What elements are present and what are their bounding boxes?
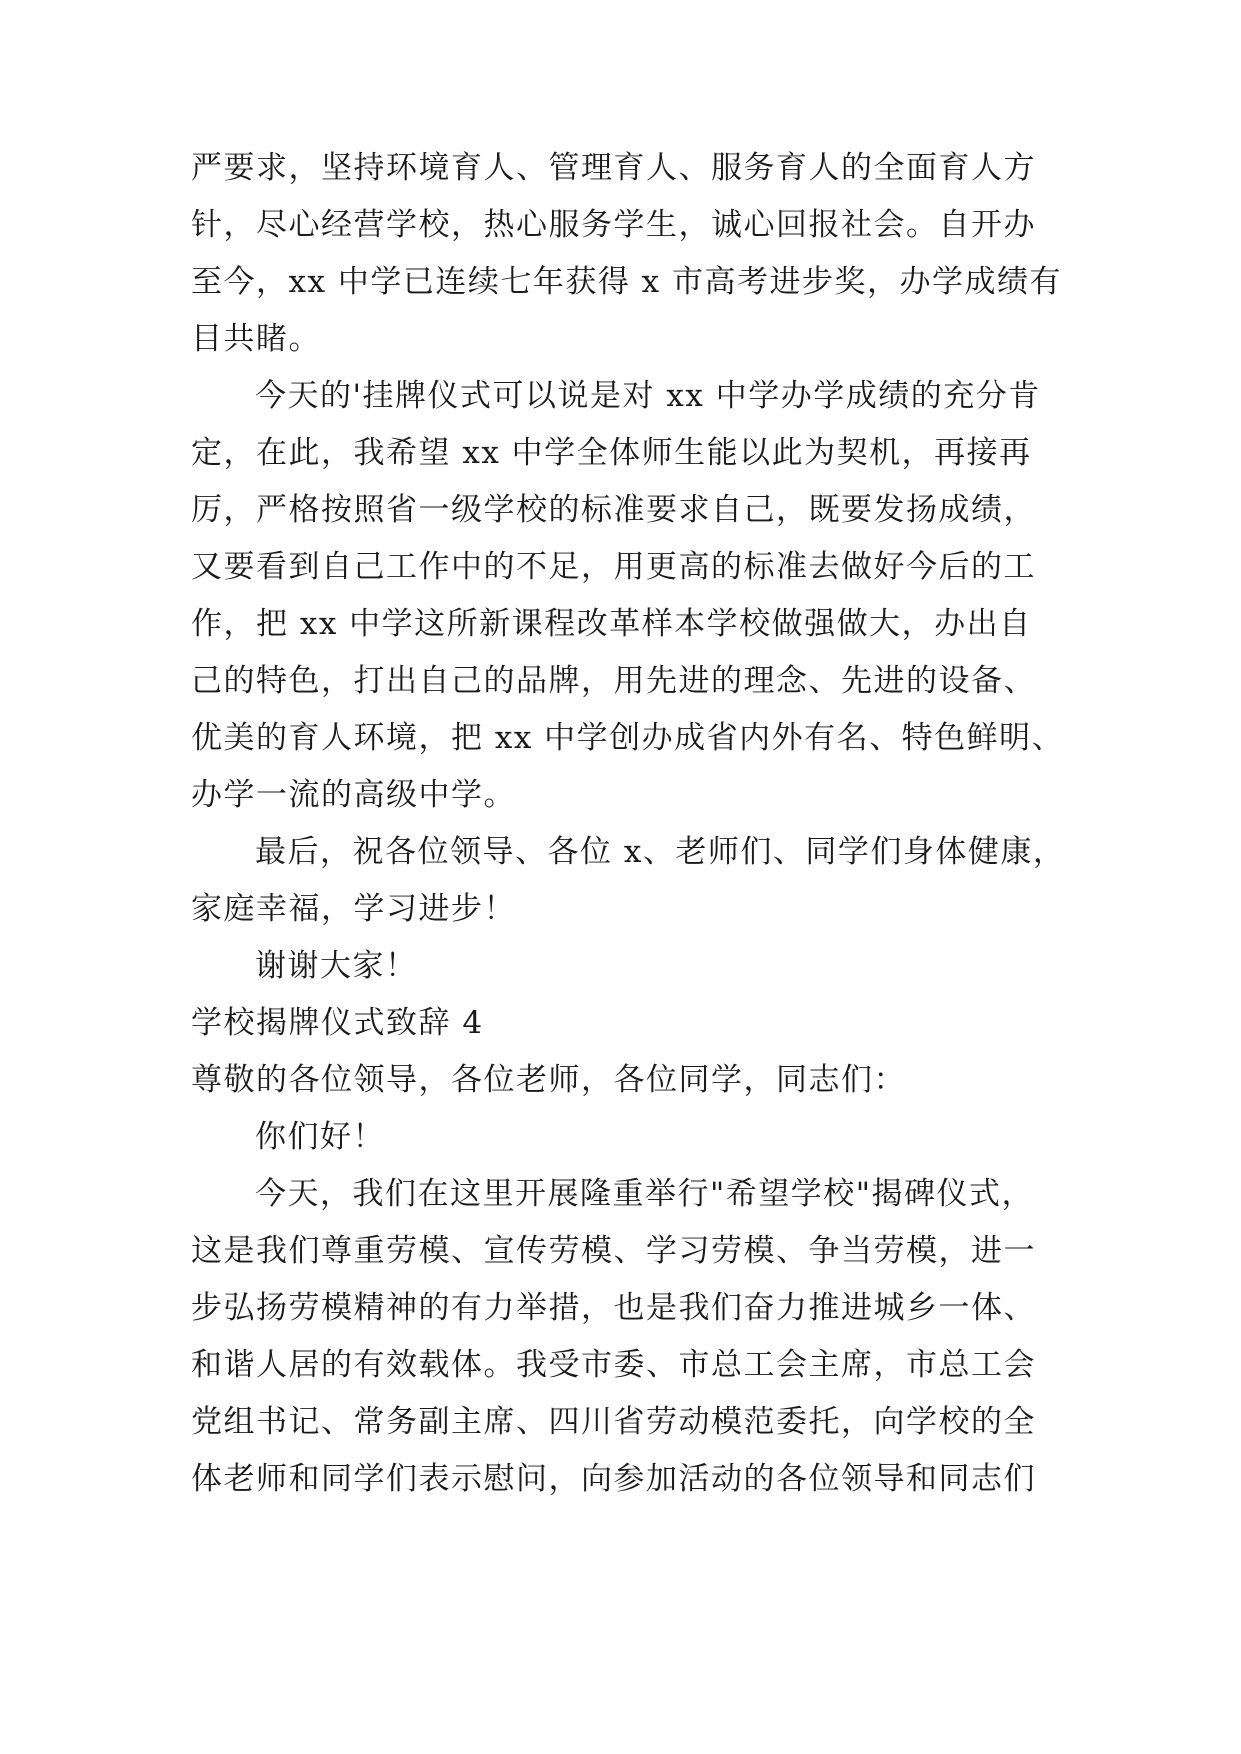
text-line: 和谐人居的有效载体。我受市委、市总工会主席，市总工会 [191, 1347, 1036, 1383]
text-line: 厉，严格按照省一级学校的标准要求自己，既要发扬成绩， [191, 492, 1036, 528]
text-line: 体老师和同学们表示慰问，向参加活动的各位领导和同志们 [191, 1461, 1036, 1497]
text-line: 党组书记、常务副主席、四川省劳动模范委托，向学校的全 [191, 1404, 1036, 1440]
text-line: 定，在此，我希望 xx 中学全体师生能以此为契机，再接再 [191, 435, 1032, 471]
text-line: 严要求，坚持环境育人、管理育人、服务育人的全面育人方 [191, 150, 1036, 186]
text-line: 你们好！ [255, 1119, 385, 1155]
text-line: 又要看到自己工作中的不足，用更高的标准去做好今后的工 [191, 549, 1036, 585]
text-line: 家庭幸福，学习进步！ [191, 891, 516, 927]
text-line: 今天的'挂牌仪式可以说是对 xx 中学办学成绩的充分肯 [255, 378, 1041, 414]
text-line: 己的特色，打出自己的品牌，用先进的理念、先进的设备、 [191, 663, 1036, 699]
text-line: 针，尽心经营学校，热心服务学生，诚心回报社会。自开办 [191, 207, 1036, 243]
text-line: 这是我们尊重劳模、宣传劳模、学习劳模、争当劳模，进一 [191, 1233, 1036, 1269]
text-line: 最后，祝各位领导、各位 x、老师们、同学们身体健康， [255, 834, 1066, 870]
text-line: 谢谢大家！ [255, 948, 418, 984]
text-line: 目共睹。 [191, 321, 321, 357]
text-line: 办学一流的高级中学。 [191, 777, 516, 813]
text-line: 作，把 xx 中学这所新课程改革样本学校做强做大，办出自 [191, 606, 1032, 642]
text-line: 至今，xx 中学已连续七年获得 x 市高考进步奖，办学成绩有 [191, 264, 1063, 300]
text-line: 步弘扬劳模精神的有力举措，也是我们奋力推进城乡一体、 [191, 1290, 1036, 1326]
salutation: 尊敬的各位领导，各位老师，各位同学，同志们： [191, 1062, 906, 1098]
text-line: 优美的育人环境，把 xx 中学创办成省内外有名、特色鲜明、 [191, 720, 1065, 756]
section-heading: 学校揭牌仪式致辞 4 [191, 1005, 484, 1041]
text-line: 今天，我们在这里开展隆重举行"希望学校"揭碑仪式， [255, 1176, 1035, 1212]
